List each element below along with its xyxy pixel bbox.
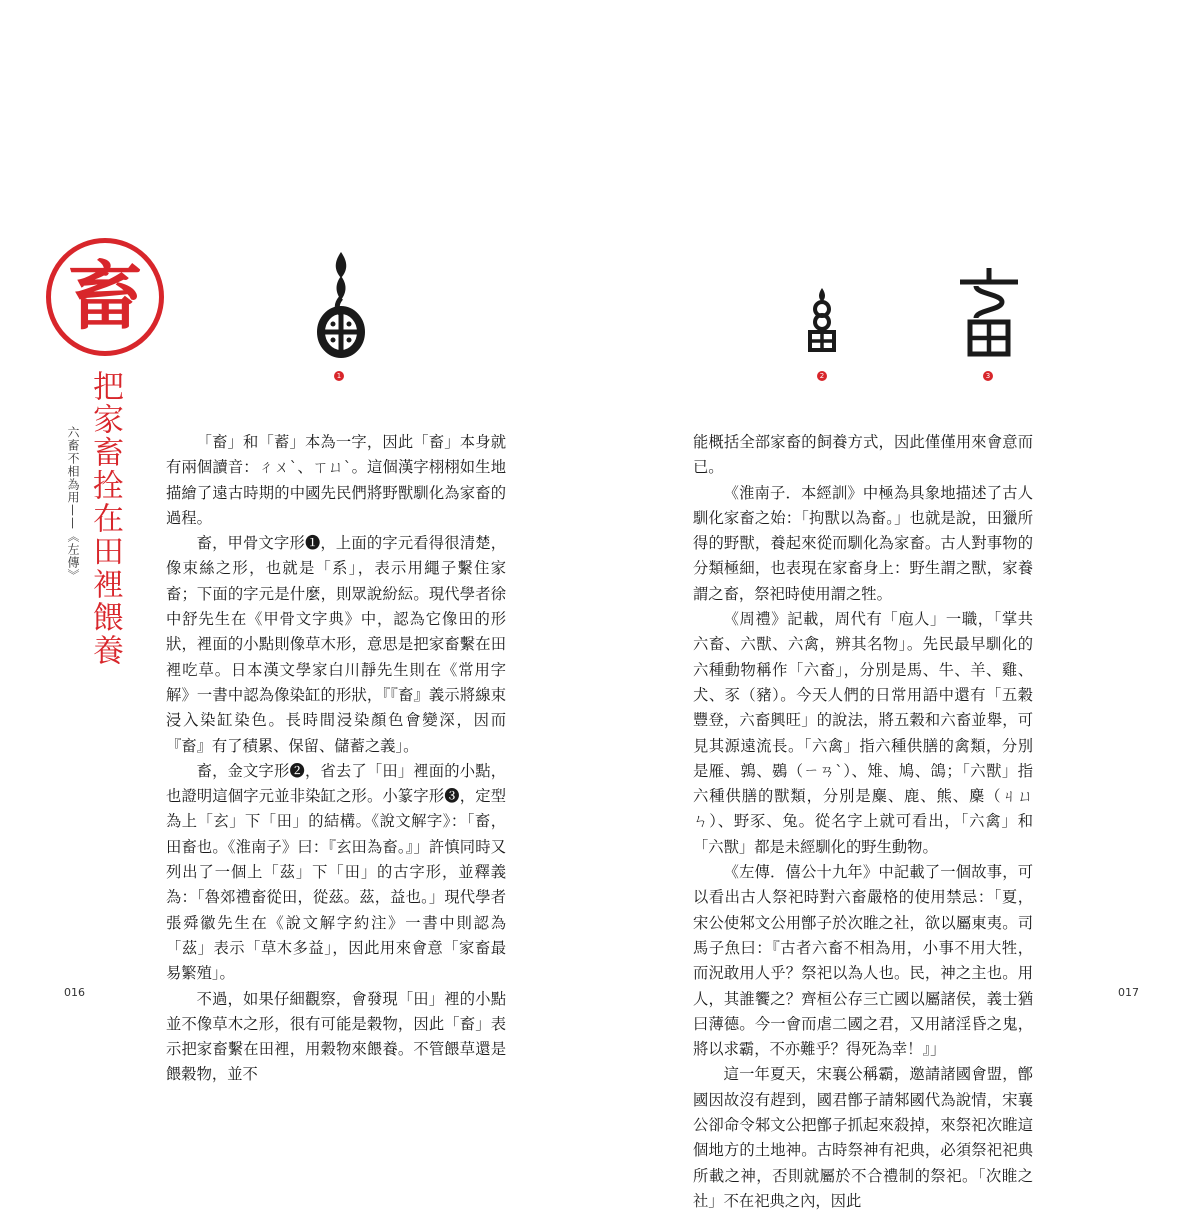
bronze-script-glyph-icon [800,284,844,354]
paragraph: 《周禮》記載，周代有「庖人」一職，「掌共六畜、六獸、六禽，辨其名物」。先民最早馴化的六種動物稱作「六畜」，分別是馬、牛、羊、雞、犬、豕（豬）。今天人們的日常用語中還有「五穀豐登，六畜興旺」的說法，將五穀和六畜並舉，可見其源遠流長。「六禽」指六種供膳的禽類，分別是雁、鶉、鷃（ㄧㄢˋ）、雉、鳩、鴿；「六獸」指六種供膳的獸類，分別是麋、鹿、熊、麇（ㄐㄩㄣ）、野豕、兔。從名字上就可看出，「六禽」和「六獸」都是未經馴化的野生動物。 [693,610,1033,856]
paragraph: 這一年夏天，宋襄公稱霸，邀請諸國會盟，鄫國因故沒有趕到，國君鄫子請邾國代為說情，宋襄公卻命令邾文公把鄫子抓起來殺掉，來祭祀次睢這個地方的土地神。古時祭神有祀典，必須祭祀祀典所載之神，否則就屬於不合禮制的祭祀。「次睢之社」不在祀典之內，因此 [693,1065,1033,1210]
figure-marker-1: 1 [334,371,344,381]
paragraph: 畜，金文字形❷，省去了「田」裡面的小點，也證明這個字元並非染缸之形。小篆字形❸，定型為上「玄」下「田」的結構。《說文解字》：「畜，田畜也。《淮南子》曰：『玄田為畜。』」許慎同時又列出了一個上「茲」下「田」的古字形，並釋義為：「魯郊禮畜從田，從茲。茲，益也。」現代學者張舜徽先生在《說文解字約注》一書中則認為「茲」表示「草木多益」，因此用來會意「家畜最易繁殖」。 [166,761,506,983]
paragraph: 畜，甲骨文字形❶，上面的字元看得很清楚，像束絲之形，也就是「系」，表示用繩子繫住家畜；下面的字元是什麼，則眾說紛紜。現代學者徐中舒先生在《甲骨文字典》中，認為它像田的形狀，裡面的小點則像草木形，意思是把家畜繫在田裡吃草。日本漢文學家白川靜先生則在《常用字解》一書中認為像染缸的形狀，『『畜』義示將線束浸入染缸染色。長時間浸染顏色會變深，因而『畜』有了積累、保留、儲蓄之義」。 [166,534,506,755]
paragraph: 《淮南子．本經訓》中極為具象地描述了古人馴化家畜之始：「拘獸以為畜。」也就是說，田獵所得的野獸，養起來從而馴化為家畜。古人對事物的分類極細，也表現在家畜身上：野生謂之獸，家養謂之畜，祭祀時使用謂之牲。 [693,483,1033,603]
paragraph: 《左傳．僖公十九年》中記載了一個故事，可以看出古人祭祀時對六畜嚴格的使用禁忌：「夏，宋公使邾文公用鄫子於次睢之社，欲以屬東夷。司馬子魚曰：『古者六畜不相為用，小事不用大牲，而況敢用人乎？祭祀以為人也。民，神之主也。用人，其誰饗之？齊桓公存三亡國以屬諸侯，義士猶曰薄德。今一會而虐二國之君，又用諸淫昏之鬼，將以求霸，不亦難乎？得死為幸！』」 [693,863,1033,1059]
figure-marker-2: 2 [817,371,827,381]
left-page-body [166,430,506,1088]
paragraph: 「畜」和「蓄」本為一字，因此「畜」本身就有兩個讀音：ㄔㄨˋ、ㄒㄩˋ。這個漢字栩栩如生地描繪了遠古時期的中國先民們將野獸馴化為家畜的過程。 [166,433,506,527]
figure-marker-3: 3 [983,371,993,381]
small-seal-glyph-icon [954,264,1024,360]
page-number: 017 [1118,986,1139,999]
paragraph: 能概括全部家畜的飼養方式，因此僅僅用來會意而已。 [693,433,1033,477]
right-page-body [693,430,1033,1214]
chapter-quote: 六畜不相為用——《左傳》 [66,426,80,582]
oracle-bone-glyph-icon [306,248,376,360]
paragraph: 不過，如果仔細觀察，會發現「田」裡的小點並不像草木之形，很有可能是穀物，因此「畜」表示把家畜繫在田裡，用穀物來餵養。不管餵草還是餵穀物，並不 [166,989,506,1084]
character-stamp [46,238,164,356]
stamp-character: 畜 [68,254,142,340]
page-number: 016 [64,986,85,999]
chapter-title: 把家畜拴在田裡餵養 [87,370,123,667]
